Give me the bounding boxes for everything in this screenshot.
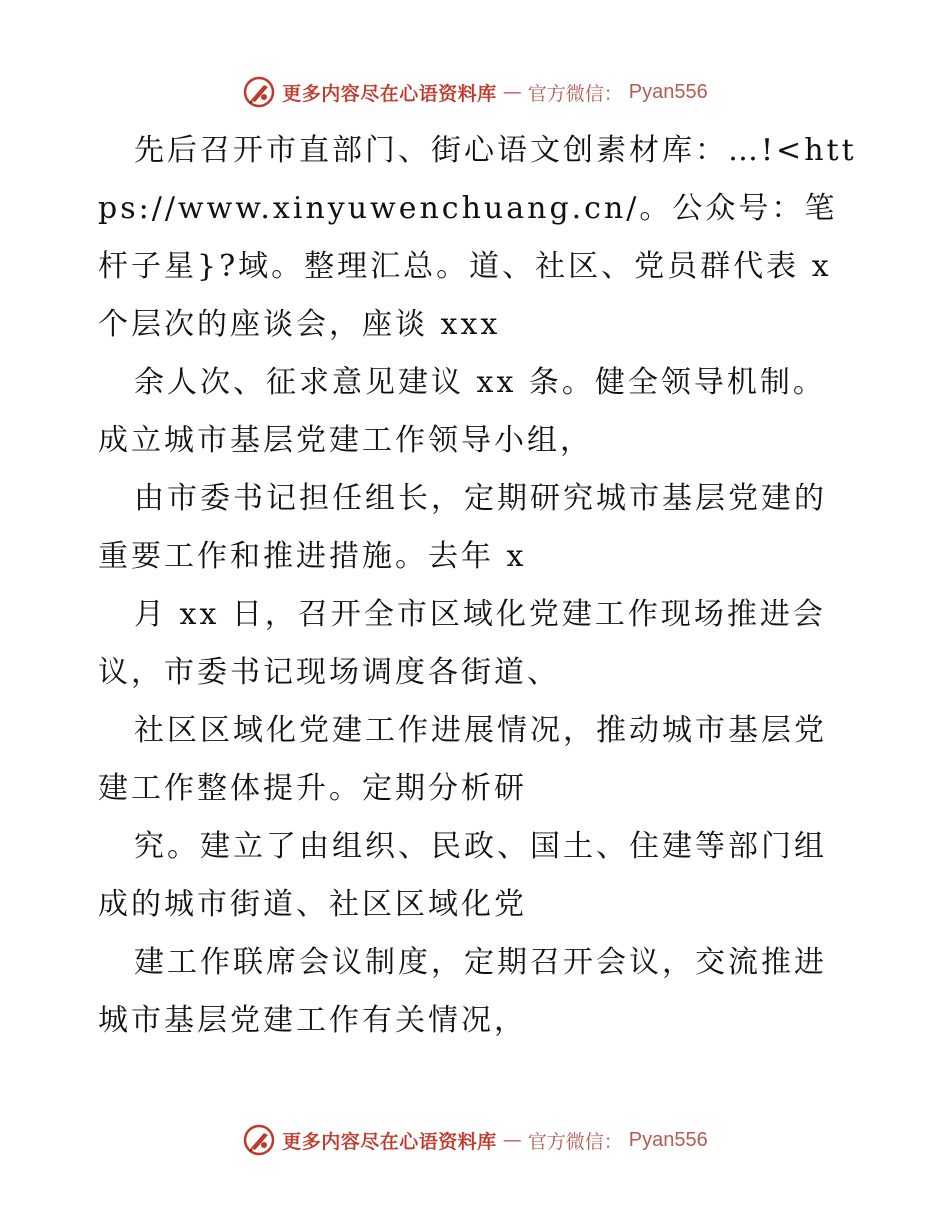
paragraph: 建工作联席会议制度，定期召开会议，交流推进城市基层党建工作有关情况， — [98, 945, 827, 1038]
watermark-main-text: 更多内容尽在心语资料库 — [282, 1130, 497, 1153]
quill-pen-logo-icon — [242, 75, 276, 109]
watermark-wechat-label: 官方微信： — [527, 82, 623, 105]
paragraph: 先后召开市直部门、街心语文创素材库：…!<https://www.xinyuwenchuang.cn/。公众号：笔杆子星}?域。整理汇总。道、社区、党员群代表 x 个层次的座谈会，座谈 xxx — [98, 133, 857, 342]
paragraph: 由市委书记担任组长，定期研究城市基层党建的重要工作和推进措施。去年 x — [98, 481, 827, 574]
watermark-dash: — — [502, 1129, 522, 1151]
paragraph: 月 xx 日，召开全市区域化党建工作现场推进会议，市委书记现场调度各街道、 — [98, 597, 826, 690]
paragraph: 社区区域化党建工作进展情况，推动城市基层党建工作整体提升。定期分析研 — [98, 713, 827, 806]
watermark-dash: — — [502, 81, 522, 103]
document-body — [98, 122, 858, 1050]
header-watermark — [0, 72, 950, 112]
quill-pen-logo-icon — [242, 1123, 276, 1157]
watermark-wechat-id: Pyan556 — [628, 1128, 708, 1151]
footer-watermark — [0, 1120, 950, 1160]
paragraph: 究。建立了由组织、民政、国土、住建等部门组成的城市街道、社区区域化党 — [98, 829, 827, 922]
watermark-main-text: 更多内容尽在心语资料库 — [282, 82, 497, 105]
watermark-wechat-id: Pyan556 — [628, 80, 708, 103]
watermark-wechat-label: 官方微信： — [527, 1130, 623, 1153]
paragraph: 余人次、征求意见建议 xx 条。健全领导机制。成立城市基层党建工作领导小组， — [98, 365, 826, 458]
